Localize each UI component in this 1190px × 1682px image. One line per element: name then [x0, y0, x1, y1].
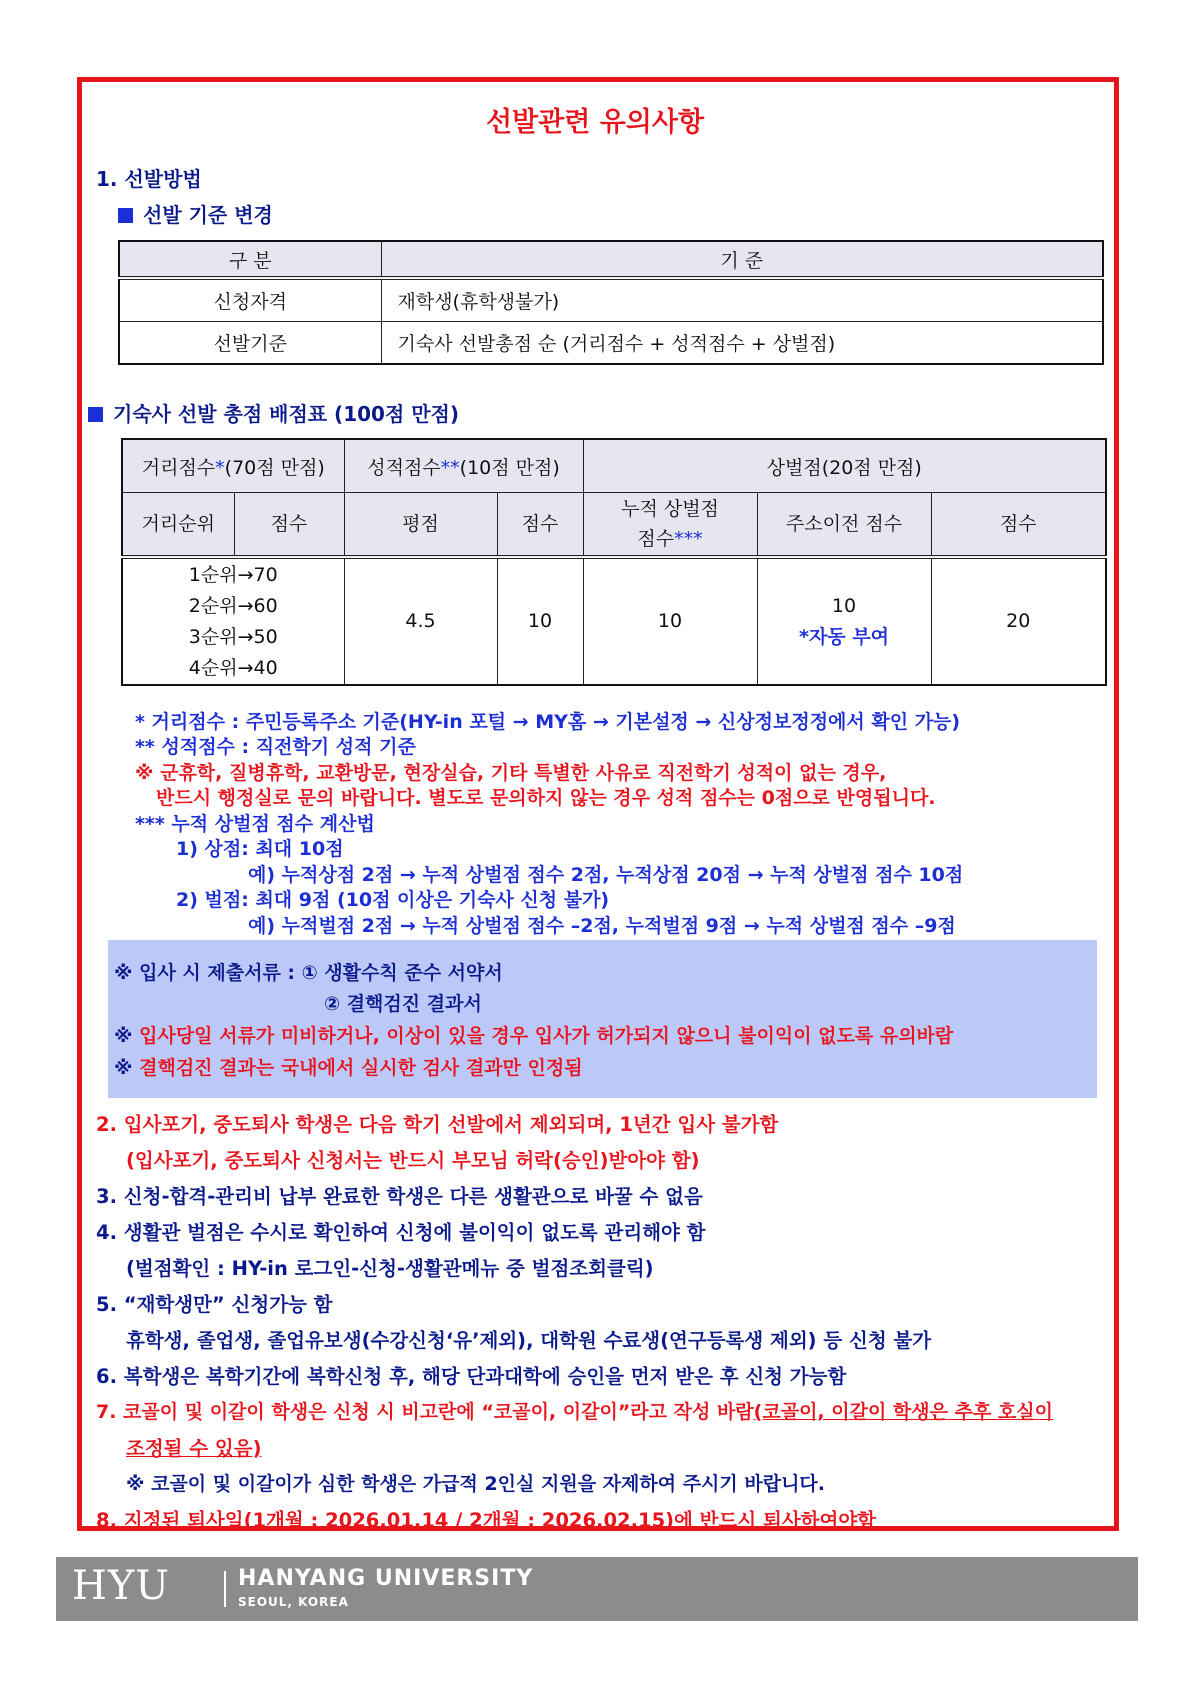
distance-score-header: 점수	[234, 493, 344, 558]
table-row	[119, 322, 1103, 365]
merit-score-header: 점수	[931, 493, 1106, 558]
item-4-sub: (벌점확인 : HY-in 로그인-신청-생활관메뉴 중 벌점조회클릭)	[126, 1257, 654, 1280]
item-7-sub: 조정될 수 있음)	[126, 1437, 262, 1460]
footer-divider	[224, 1571, 226, 1607]
criteria-table	[118, 240, 1104, 365]
item-7-note: ※ 코골이 및 이갈이가 심한 학생은 가급적 2인실 지원을 자제하여 주시기 바랍니다.	[126, 1473, 826, 1495]
item-5: 5. “재학생만” 신청가능 함	[96, 1293, 333, 1316]
note-grade: ** 성적점수 : 직전학기 성적 기준	[135, 736, 416, 758]
criteria-cell: 선발기준	[119, 322, 381, 365]
hyu-logo: HYU	[72, 1563, 170, 1609]
square-bullet-icon	[118, 208, 133, 223]
item-4: 4. 생활관 벌점은 수시로 확인하여 신청에 불이익이 없도록 관리해야 함	[96, 1221, 706, 1244]
item-8: 8. 지정된 퇴사일(1개월 : 2026.01.14 / 2개월 : 2026.02.15)에 반드시 퇴사하여야함	[96, 1509, 877, 1532]
note-demerit-example: 예) 누적벌점 2점 → 누적 상벌점 점수 –2점, 누적벌점 9점 → 누적 상벌점 점수 –9점	[248, 915, 956, 937]
item-2-sub: (입사포기, 중도퇴사 신청서는 반드시 부모님 허락(승인)받아야 함)	[126, 1149, 700, 1172]
university-location: SEOUL, KOREA	[238, 1595, 349, 1609]
note-distance: * 거리점수 : 주민등록주소 기준(HY-in 포털 → MY홈 → 기본설정 → 신상정보정정에서 확인 가능)	[135, 711, 961, 733]
item-7: 7. 코골이 및 이갈이 학생은 신청 시 비고란에 “코골이, 이갈이”라고 작성 바람(코골이, 이갈이 학생은 추후 호실이	[96, 1401, 1053, 1423]
cum-merit-header: 누적 상벌점 점수***	[583, 493, 757, 558]
gpa-cell: 4.5	[344, 557, 497, 685]
note-merit-calc: *** 누적 상벌점 점수 계산법	[135, 813, 375, 835]
table-row	[119, 278, 1103, 322]
section1-heading: 1. 선발방법	[96, 167, 202, 191]
criteria-header-category: 구 분	[119, 241, 381, 278]
criteria-header-standard: 기 준	[381, 241, 1103, 278]
rank-header: 거리순위	[122, 493, 234, 558]
table-row	[122, 557, 1106, 685]
note-merit-max: 1) 상점: 최대 10점	[176, 838, 344, 860]
rank-item: 3순위→50	[188, 625, 278, 648]
footer-bar	[56, 1557, 1138, 1621]
item-6: 6. 복학생은 복학기간에 복학신청 후, 해당 단과대학에 승인을 먼저 받은 후 신청 가능함	[96, 1365, 847, 1388]
rank-item: 4순위→40	[188, 656, 278, 679]
cum-merit-cell: 10	[583, 557, 757, 685]
criteria-cell: 기숙사 선발총점 순 (거리점수 + 성적점수 + 상벌점)	[381, 322, 1103, 365]
grade-score-header: 점수	[497, 493, 583, 558]
university-name: HANYANG UNIVERSITY	[238, 1566, 534, 1591]
note-exception-cont: 반드시 행정실로 문의 바랍니다. 별도로 문의하지 않는 경우 성적 점수는 0점으로 반영됩니다.	[156, 787, 936, 809]
distance-group-header: 거리점수*(70점 만점)	[122, 439, 344, 493]
documents-warning1: ※ 입사당일 서류가 미비하거나, 이상이 있을 경우 입사가 허가되지 않으니 불이익이 없도록 유의바람	[114, 1025, 954, 1047]
page-title: 선발관련 유의사항	[485, 107, 705, 138]
grade-group-header: 성적점수**(10점 만점)	[344, 439, 583, 493]
item-5-sub: 휴학생, 졸업생, 졸업유보생(수강신청‘유’제외), 대학원 수료생(연구등록생 제외) 등 신청 불가	[126, 1329, 932, 1352]
section1-subheading: 선발 기준 변경	[118, 199, 273, 228]
grade-score-cell: 10	[497, 557, 583, 685]
documents-line1: ※ 입사 시 제출서류 : ① 생활수칙 준수 서약서	[114, 962, 503, 984]
square-bullet-icon	[88, 407, 103, 422]
rank-list-cell	[122, 557, 344, 685]
documents-line2: ② 결핵검진 결과서	[324, 993, 482, 1015]
addr-score-cell: 10 *자동 부여	[757, 557, 931, 685]
addr-score-header: 주소이전 점수	[757, 493, 931, 558]
score-table-heading: 기숙사 선발 총점 배점표 (100점 만점)	[88, 398, 459, 427]
gpa-header: 평점	[344, 493, 497, 558]
rank-item: 2순위→60	[188, 594, 278, 617]
note-merit-example: 예) 누적상점 2점 → 누적 상벌점 점수 2점, 누적상점 20점 → 누적 상벌점 점수 10점	[248, 864, 964, 886]
rank-item: 1순위→70	[188, 563, 278, 586]
note-demerit-max: 2) 벌점: 최대 9점 (10점 이상은 기숙사 신청 불가)	[176, 889, 610, 911]
merit-total-cell: 20	[931, 557, 1106, 685]
score-table	[121, 438, 1107, 686]
note-exception: ※ 군휴학, 질병휴학, 교환방문, 현장실습, 기타 특별한 사유로 직전학기 성적이 없는 경우,	[135, 762, 887, 784]
criteria-cell: 재학생(휴학생불가)	[381, 278, 1103, 322]
merit-group-header: 상벌점(20점 만점)	[583, 439, 1106, 493]
documents-warning2: ※ 결핵검진 결과는 국내에서 실시한 검사 결과만 인정됨	[114, 1057, 583, 1079]
criteria-cell: 신청자격	[119, 278, 381, 322]
item-2: 2. 입사포기, 중도퇴사 학생은 다음 학기 선발에서 제외되며, 1년간 입사 불가함	[96, 1113, 779, 1136]
item-3: 3. 신청-합격-관리비 납부 완료한 학생은 다른 생활관으로 바꿀 수 없음	[96, 1185, 703, 1208]
